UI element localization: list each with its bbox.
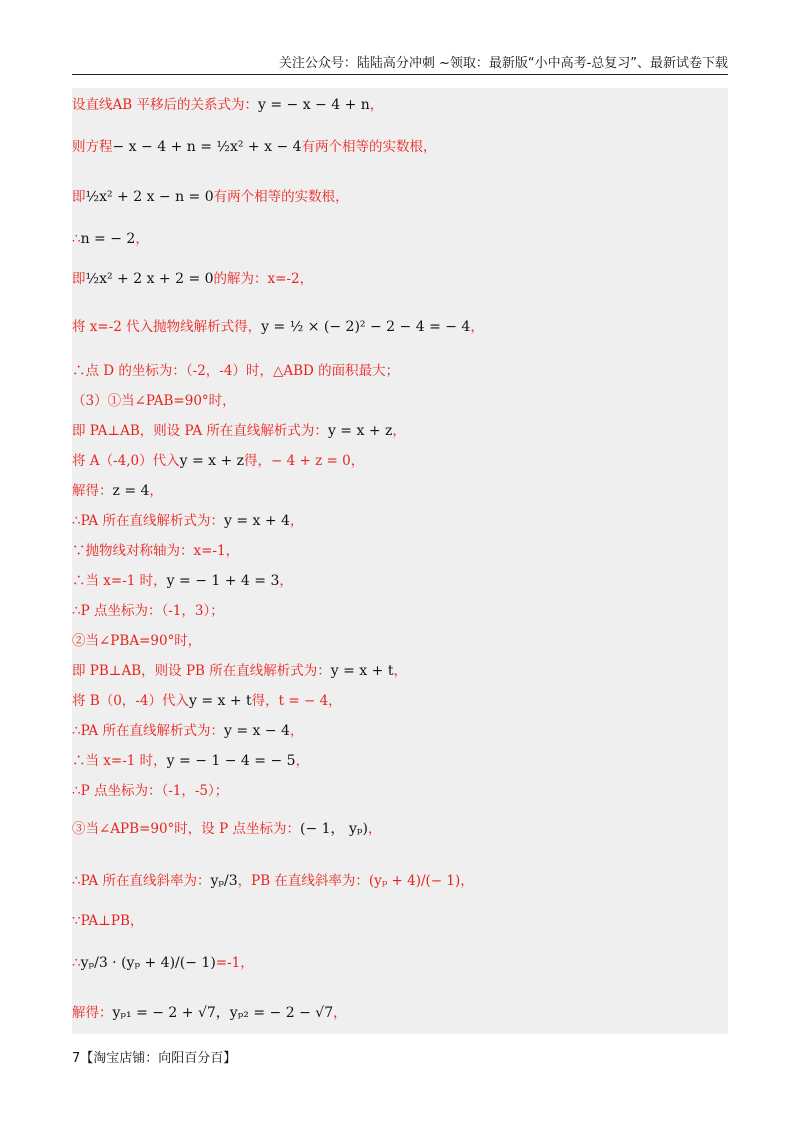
solution-line: ②当∠PBA=90°时， — [72, 633, 202, 649]
solution-line: 解得：z = 4， — [72, 483, 163, 499]
solution-line: 将 B（0，-4）代入y = x + t得，t = − 4， — [72, 693, 342, 709]
solution-line: ∴当 x=-1 时，y = − 1 + 4 = 3， — [72, 573, 293, 589]
solution-line: 即 PA⊥AB，则设 PA 所在直线解析式为：y = x + z， — [72, 423, 406, 439]
solution-line: ∴PA 所在直线解析式为：y = x − 4， — [72, 723, 304, 739]
solution-line: 则方程− x − 4 + n = ½x² + x − 4有两个相等的实数根， — [72, 139, 437, 155]
solution-line: ∴PA 所在直线斜率为：yₚ/3，PB 在直线斜率为：(yₚ + 4)/(− 1)， — [72, 873, 474, 889]
solution-line: ∴yₚ/3 · (yₚ + 4)/(− 1)=-1， — [72, 955, 254, 971]
solution-line: ∵PA⊥PB， — [72, 913, 144, 929]
solution-line: ∴当 x=-1 时，y = − 1 − 4 = − 5， — [72, 753, 310, 769]
solution-line: 即½x² + 2 x + 2 = 0的解为：x=-2， — [72, 271, 314, 287]
solution-line: ∴PA 所在直线解析式为：y = x + 4， — [72, 513, 304, 529]
solution-line: 将 x=-2 代入抛物线解析式得，y = ½ × (− 2)² − 2 − 4 = − 4， — [72, 319, 484, 335]
solution-line: 设直线AB 平移后的关系式为：y = − x − 4 + n， — [72, 97, 384, 113]
solution-line: ∴点 D 的坐标为：（-2，-4）时，△ABD 的面积最大； — [72, 363, 400, 379]
solution-panel — [72, 88, 728, 1034]
page-header: 关注公众号：陆陆高分冲刺 ~领取：最新版“小中高考-总复习”、最新试卷下载 — [72, 54, 728, 75]
solution-line: 即½x² + 2 x − n = 0有两个相等的实数根， — [72, 189, 349, 205]
solution-line: ③当∠APB=90°时，设 P 点坐标为：(− 1， yₚ)， — [72, 821, 382, 837]
solution-line: （3）①当∠PAB=90°时， — [72, 393, 236, 409]
solution-line: ∴P 点坐标为：（-1，3）； — [72, 603, 224, 619]
solution-line: ∵抛物线对称轴为：x=-1， — [72, 543, 240, 559]
solution-line: ∴n = − 2， — [72, 231, 149, 247]
page-footer: 7【淘宝店铺：向阳百分百】 — [72, 1051, 237, 1066]
solution-line: 解得：yₚ₁ = − 2 + √7，yₚ₂ = − 2 − √7， — [72, 1005, 347, 1021]
solution-line: 将 A（-4,0）代入y = x + z得，− 4 + z = 0， — [72, 453, 365, 469]
solution-line: ∴P 点坐标为：（-1，-5）； — [72, 783, 229, 799]
solution-line: 即 PB⊥AB，则设 PB 所在直线解析式为：y = x + t， — [72, 663, 407, 679]
